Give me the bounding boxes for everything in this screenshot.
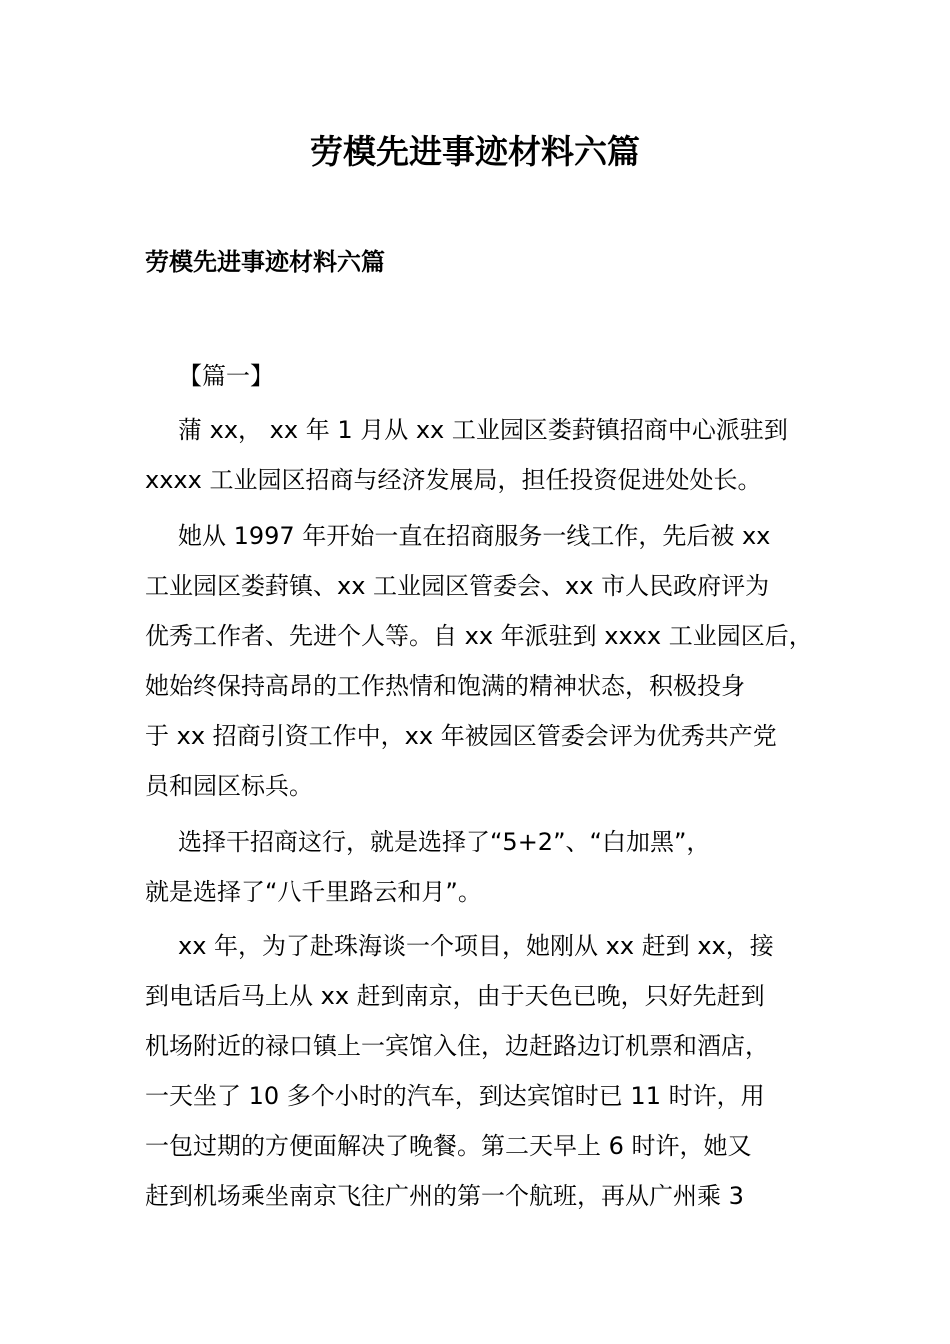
document-title: 劳模先进事迹材料六篇 xyxy=(310,132,640,171)
paragraph-line: 蒲 xx， xx 年 1 月从 xx 工业园区娄葑镇招商中心派驻到 xyxy=(178,416,788,444)
document-subtitle: 劳模先进事迹材料六篇 xyxy=(145,248,385,276)
paragraph-line: 一包过期的方便面解决了晚餐。第二天早上 6 时许，她又 xyxy=(145,1132,752,1160)
paragraph-line: 就是选择了“八千里路云和月”。 xyxy=(145,878,482,906)
paragraph-line: 于 xx 招商引资工作中，xx 年被园区管委会评为优秀共产党 xyxy=(145,722,777,750)
section-heading: 【篇一】 xyxy=(178,362,274,390)
paragraph-line: 优秀工作者、先进个人等。自 xx 年派驻到 xxxx 工业园区后， xyxy=(145,622,813,650)
paragraph-line: 选择干招商这行，就是选择了“5+2”、“白加黑”， xyxy=(178,828,711,856)
paragraph-line: 机场附近的禄口镇上一宾馆入住，边赶路边订机票和酒店， xyxy=(145,1032,769,1060)
paragraph-line: 工业园区娄葑镇、xx 工业园区管委会、xx 市人民政府评为 xyxy=(145,572,770,600)
paragraph-line: xx 年，为了赴珠海谈一个项目，她刚从 xx 赶到 xx，接 xyxy=(178,932,774,960)
paragraph-line: 她始终保持高昂的工作热情和饱满的精神状态，积极投身 xyxy=(145,672,745,700)
paragraph-line: xxxx 工业园区招商与经济发展局，担任投资促进处处长。 xyxy=(145,466,762,494)
paragraph-line: 赶到机场乘坐南京飞往广州的第一个航班，再从广州乘 3 xyxy=(145,1182,744,1210)
paragraph-line: 一天坐了 10 多个小时的汽车，到达宾馆时已 11 时许，用 xyxy=(145,1082,765,1110)
paragraph-line: 员和园区标兵。 xyxy=(145,772,313,800)
paragraph-line: 到电话后马上从 xx 赶到南京，由于天色已晚，只好先赶到 xyxy=(145,982,765,1010)
paragraph-line: 她从 1997 年开始一直在招商服务一线工作，先后被 xx xyxy=(178,522,771,550)
